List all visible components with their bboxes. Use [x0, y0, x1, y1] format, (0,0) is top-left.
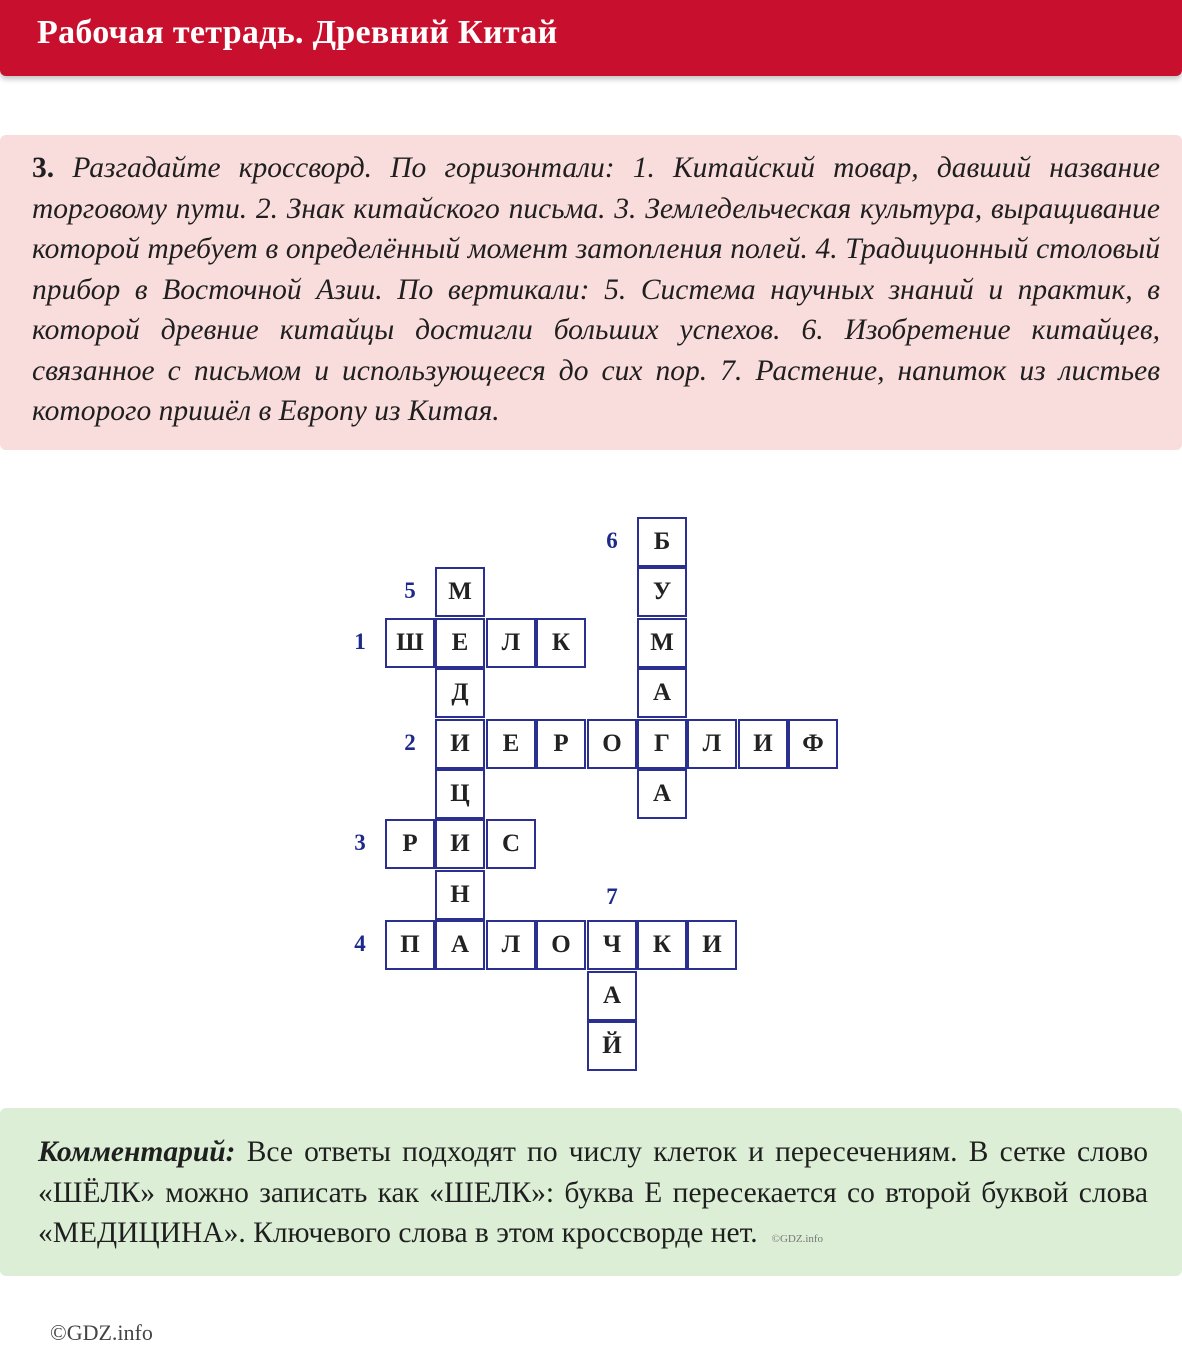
crossword-cell: А [587, 971, 637, 1021]
clue-number: 7 [606, 884, 618, 909]
crossword-cell: Ц [435, 769, 485, 819]
crossword-cell: И [435, 819, 485, 869]
crossword-cell: Б [637, 517, 687, 567]
crossword-cell: К [536, 618, 586, 668]
crossword-cell: Л [486, 920, 536, 970]
clue-number: 2 [404, 730, 416, 755]
crossword-cell: О [536, 920, 586, 970]
crossword-cell: Л [486, 618, 536, 668]
crossword-cell: Ф [788, 719, 838, 769]
comment-label: Комментарий: [38, 1136, 236, 1168]
clue-number: 6 [606, 528, 618, 553]
crossword-cell: Л [687, 719, 737, 769]
crossword-cell: К [637, 920, 687, 970]
crossword-cell: Й [587, 1021, 637, 1071]
crossword-cell: Д [435, 668, 485, 718]
crossword-cell: О [587, 719, 637, 769]
crossword-cell: П [385, 920, 435, 970]
crossword-cell: А [435, 920, 485, 970]
crossword-cell: Ш [385, 618, 435, 668]
crossword-cell: И [687, 920, 737, 970]
crossword-cell: А [637, 769, 687, 819]
crossword-cell: Р [536, 719, 586, 769]
crossword-cell: Г [637, 719, 687, 769]
clue-number: 4 [354, 931, 366, 956]
crossword-cell: А [637, 668, 687, 718]
crossword-cell: М [435, 567, 485, 617]
crossword-cell: Р [385, 819, 435, 869]
crossword-cell: У [637, 567, 687, 617]
crossword-cell: Е [435, 618, 485, 668]
comment-text [38, 1132, 1148, 1260]
page-title: Рабочая тетрадь. Древний Китай [37, 14, 558, 51]
footer-copyright: ©GDZ.info [50, 1320, 153, 1345]
crossword-cell: Е [486, 719, 536, 769]
clue-number: 1 [354, 629, 366, 654]
comment-copyright: ©GDZ.info [771, 1233, 824, 1245]
clue-number: 5 [404, 578, 416, 603]
comment-body: Все ответы подходят по числу клеток и пересечениям. В сетке слово «ШЁЛК» можно записать как «ШЕЛК»: буква Е пересекается со второй буквой слова «МЕДИЦИНА». Ключевого слова в этом кроссворде нет. [38, 1136, 1149, 1249]
crossword-cell: Н [435, 870, 485, 920]
crossword-cell: С [486, 819, 536, 869]
task-number: 3. [32, 152, 55, 184]
task-body: Разгадайте кроссворд. По горизонтали: 1. Китайский товар, давший название торговому пути. 2. Знак китайского письма. 3. Земледельческая культура, выращивание которой требует в определённый момент затопления полей. 4. Традиционный столовый прибор в Восточной Азии. По вертикали: 5. Система научных знаний и практик, в которой древние китайцы достигли больших успехов. 6. Изобретение китайцев, связанное с письмом и использующееся до сих пор. 7. Растение, напиток из листьев которого пришёл в Европу из Китая. [32, 152, 1160, 427]
crossword-cell: И [738, 719, 788, 769]
crossword-cell: Ч [587, 920, 637, 970]
crossword-cell: М [637, 618, 687, 668]
clue-number: 3 [354, 830, 366, 855]
crossword-cell: И [435, 719, 485, 769]
